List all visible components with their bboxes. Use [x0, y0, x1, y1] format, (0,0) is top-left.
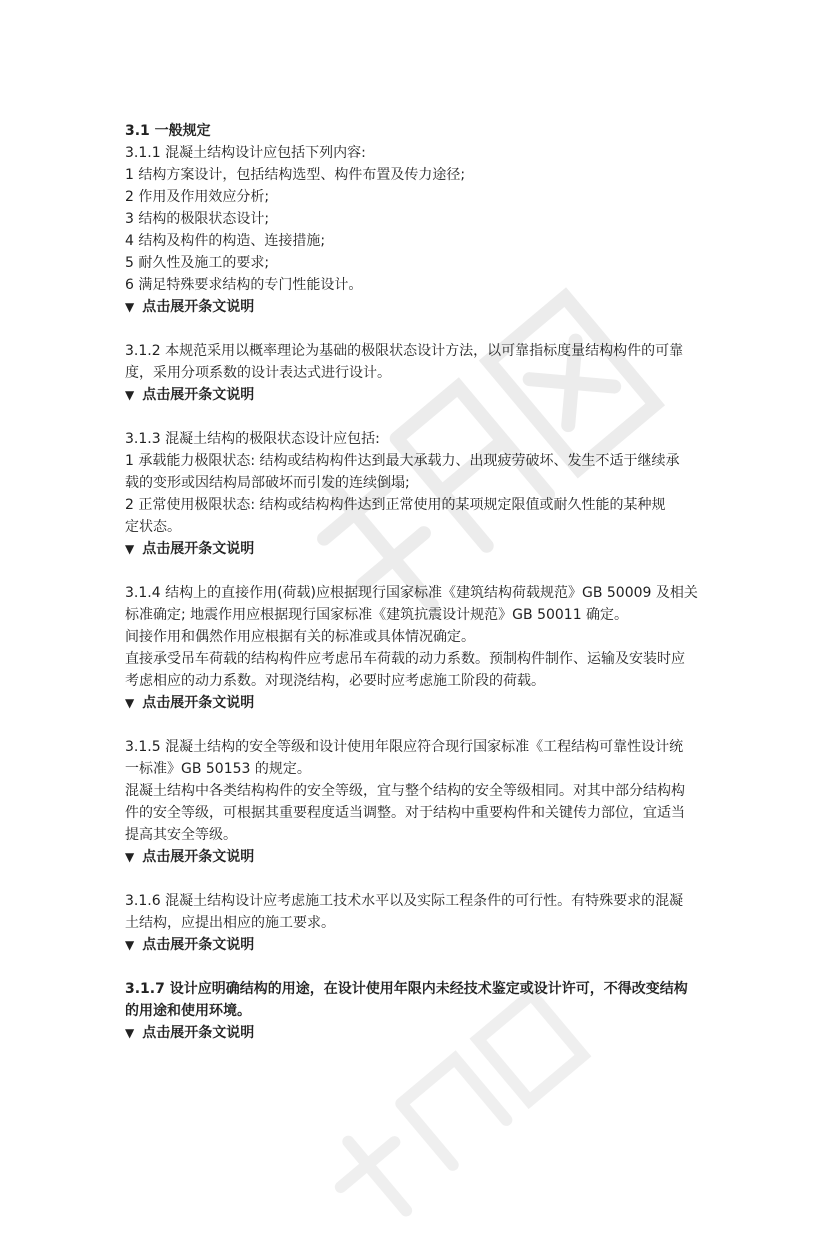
toggle-label: 点击展开条文说明 — [142, 387, 255, 403]
clause-line: 3.1.3 混凝土结构的极限状态设计应包括: — [125, 431, 380, 447]
clause-3-1-5 — [125, 736, 710, 868]
expand-explanation-toggle[interactable] — [125, 1022, 710, 1044]
clause-line: 2 作用及作用效应分析; — [125, 189, 270, 205]
clause-line: 提高其安全等级。 — [125, 827, 237, 843]
toggle-label: 点击展开条文说明 — [142, 541, 255, 557]
triangle-down-icon: ▼ — [125, 696, 135, 710]
clause-line: 4 结构及构件的构造、连接措施; — [125, 233, 326, 249]
toggle-label: 点击展开条文说明 — [142, 849, 255, 865]
clause-line: 5 耐久性及施工的要求; — [125, 255, 270, 271]
clause-line: 2 正常使用极限状态: 结构或结构构件达到正常使用的某项规定限值或耐久性能的某种规 — [125, 497, 666, 513]
clause-3-1-6 — [125, 890, 710, 956]
clause-line: 间接作用和偶然作用应根据有关的标准或具体情况确定。 — [125, 629, 475, 645]
triangle-down-icon: ▼ — [125, 1026, 135, 1040]
triangle-down-icon: ▼ — [125, 388, 135, 402]
clause-line: 载的变形或因结构局部破坏而引发的连续倒塌; — [125, 475, 410, 491]
triangle-down-icon: ▼ — [125, 542, 135, 556]
clause-line: 3.1.4 结构上的直接作用(荷载)应根据现行国家标准《建筑结构荷载规范》GB 50009 及相关 — [125, 585, 698, 601]
clause-3-1-2 — [125, 340, 710, 406]
clause-3-1-7 — [125, 978, 710, 1044]
expand-explanation-toggle[interactable] — [125, 384, 710, 406]
clause-line: 3 结构的极限状态设计; — [125, 211, 270, 227]
clause-line: 1 承载能力极限状态: 结构或结构构件达到最大承载力、出现疲劳破坏、发生不适于继续承 — [125, 453, 680, 469]
clause-line: 定状态。 — [125, 519, 181, 535]
expand-explanation-toggle[interactable] — [125, 692, 710, 714]
clause-line: 混凝土结构中各类结构构件的安全等级，宜与整个结构的安全等级相同。对其中部分结构构 — [125, 783, 685, 799]
section-title: 3.1 一般规定 — [125, 123, 211, 139]
clause-3-1-4 — [125, 582, 710, 714]
expand-explanation-toggle[interactable] — [125, 296, 710, 318]
clause-line: 3.1.6 混凝土结构设计应考虑施工技术水平以及实际工程条件的可行性。有特殊要求的混凝 — [125, 893, 684, 909]
toggle-label: 点击展开条文说明 — [142, 1025, 255, 1041]
triangle-down-icon: ▼ — [125, 850, 135, 864]
toggle-label: 点击展开条文说明 — [142, 695, 255, 711]
clause-line: 一标准》GB 50153 的规定。 — [125, 761, 311, 777]
triangle-down-icon: ▼ — [125, 300, 135, 314]
expand-explanation-toggle[interactable] — [125, 846, 710, 868]
clause-line: 3.1.2 本规范采用以概率理论为基础的极限状态设计方法，以可靠指标度量结构构件的可靠 — [125, 343, 684, 359]
expand-explanation-toggle[interactable] — [125, 538, 710, 560]
clause-3-1-3 — [125, 428, 710, 560]
clause-line: 考虑相应的动力系数。对现浇结构，必要时应考虑施工阶段的荷载。 — [125, 673, 545, 689]
clause-line: 件的安全等级，可根据其重要程度适当调整。对于结构中重要构件和关键传力部位，宜适当 — [125, 805, 685, 821]
clause-3-1-1 — [125, 142, 710, 318]
clause-line: 1 结构方案设计，包括结构选型、构件布置及传力途径; — [125, 167, 466, 183]
clause-line: 标准确定; 地震作用应根据现行国家标准《建筑抗震设计规范》GB 50011 确定。 — [125, 607, 629, 623]
clause-line: 6 满足特殊要求结构的专门性能设计。 — [125, 277, 363, 293]
clause-line: 度，采用分项系数的设计表达式进行设计。 — [125, 365, 391, 381]
triangle-down-icon: ▼ — [125, 938, 135, 952]
clause-line: 3.1.1 混凝土结构设计应包括下列内容: — [125, 145, 366, 161]
toggle-label: 点击展开条文说明 — [142, 299, 255, 315]
clause-line: 的用途和使用环境。 — [125, 1003, 251, 1019]
clause-line: 3.1.5 混凝土结构的安全等级和设计使用年限应符合现行国家标准《工程结构可靠性设计统 — [125, 739, 684, 755]
expand-explanation-toggle[interactable] — [125, 934, 710, 956]
clause-line: 直接承受吊车荷载的结构构件应考虑吊车荷载的动力系数。预制构件制作、运输及安装时应 — [125, 651, 685, 667]
clause-line: 3.1.7 设计应明确结构的用途，在设计使用年限内未经技术鉴定或设计许可，不得改变结构 — [125, 981, 688, 997]
clause-line: 土结构，应提出相应的施工要求。 — [125, 915, 335, 931]
toggle-label: 点击展开条文说明 — [142, 937, 255, 953]
document-body — [125, 120, 710, 1044]
